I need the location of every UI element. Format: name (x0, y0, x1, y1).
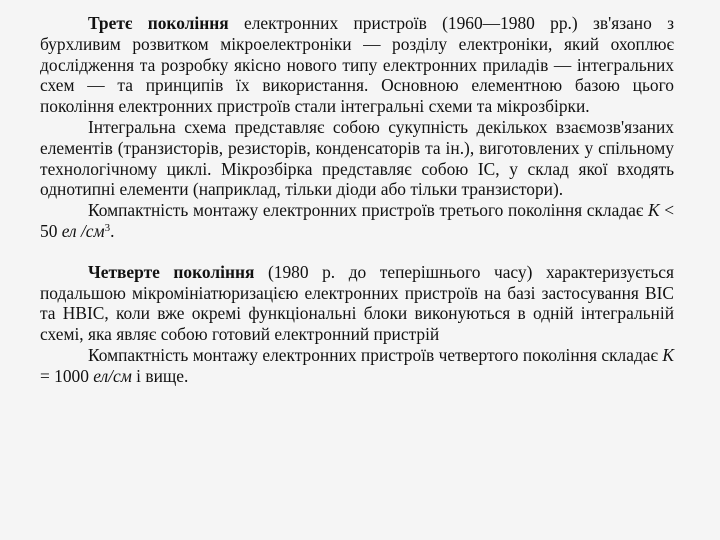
formula-variable: K (662, 344, 674, 365)
formula-unit: ел /см (61, 220, 105, 241)
paragraph-third-compactness (40, 200, 674, 242)
formula-variable: K (647, 200, 660, 221)
formula-unit-power: 3 (104, 221, 111, 234)
third-compactness-suffix: . (110, 220, 115, 241)
third-compactness-prefix: Компактність монтажу електронних пристроїв третього покоління складає (88, 200, 648, 221)
integral-circuit-text: Інтегральна схема представляє собою сукупність декількох взаємозв'язаних елементів (транзисторів, резисторів, конденсаторів та ін.), виготовлених у спільному технологічному циклі. Мікрозбірка представляє собою ІС, у склад якої входять однотипні елементи (наприклад, тільки діоди або тільки транзистори). (40, 116, 674, 200)
paragraph-gap (40, 242, 674, 262)
paragraph-third-generation (40, 13, 674, 117)
formula-unit: ел/см (93, 365, 132, 386)
paragraph-fourth-compactness (40, 345, 674, 387)
term-fourth-generation: Четверте покоління (88, 261, 255, 282)
term-third-generation: Третє покоління (88, 13, 229, 33)
fourth-generation-text: (1980 р. до теперішнього часу) характеризується подальшою мікромініатюризацією електронних пристроїв на базі застосування ВІС та НВІС, коли вже окремі функціональні блоки виконуються в одній інтегральній схемі, яка являє собою готовий електронний пристрій (40, 261, 674, 345)
paragraph-fourth-generation (40, 262, 674, 345)
formula-operator: < 50 (40, 200, 675, 241)
formula-operator: = 1000 (40, 365, 94, 386)
paragraph-integral-circuit (40, 117, 674, 200)
third-generation-text: електронних пристроїв (1960—1980 рр.) зв'язано з бурхливим розвитком мікроелектроніки — розділу електроніки, який охоплює дослідження та розробку якісно нового типу електронних приладів — інтегральних схем — та принципів їх використання. Основною елементною базою цього покоління електронних пристроїв стали інтегральні схеми та мікрозбірки. (40, 13, 674, 117)
fourth-compactness-prefix: Компактність монтажу електронних пристроїв четвертого покоління складає (88, 344, 663, 365)
fourth-compactness-suffix: і вище. (131, 365, 189, 386)
